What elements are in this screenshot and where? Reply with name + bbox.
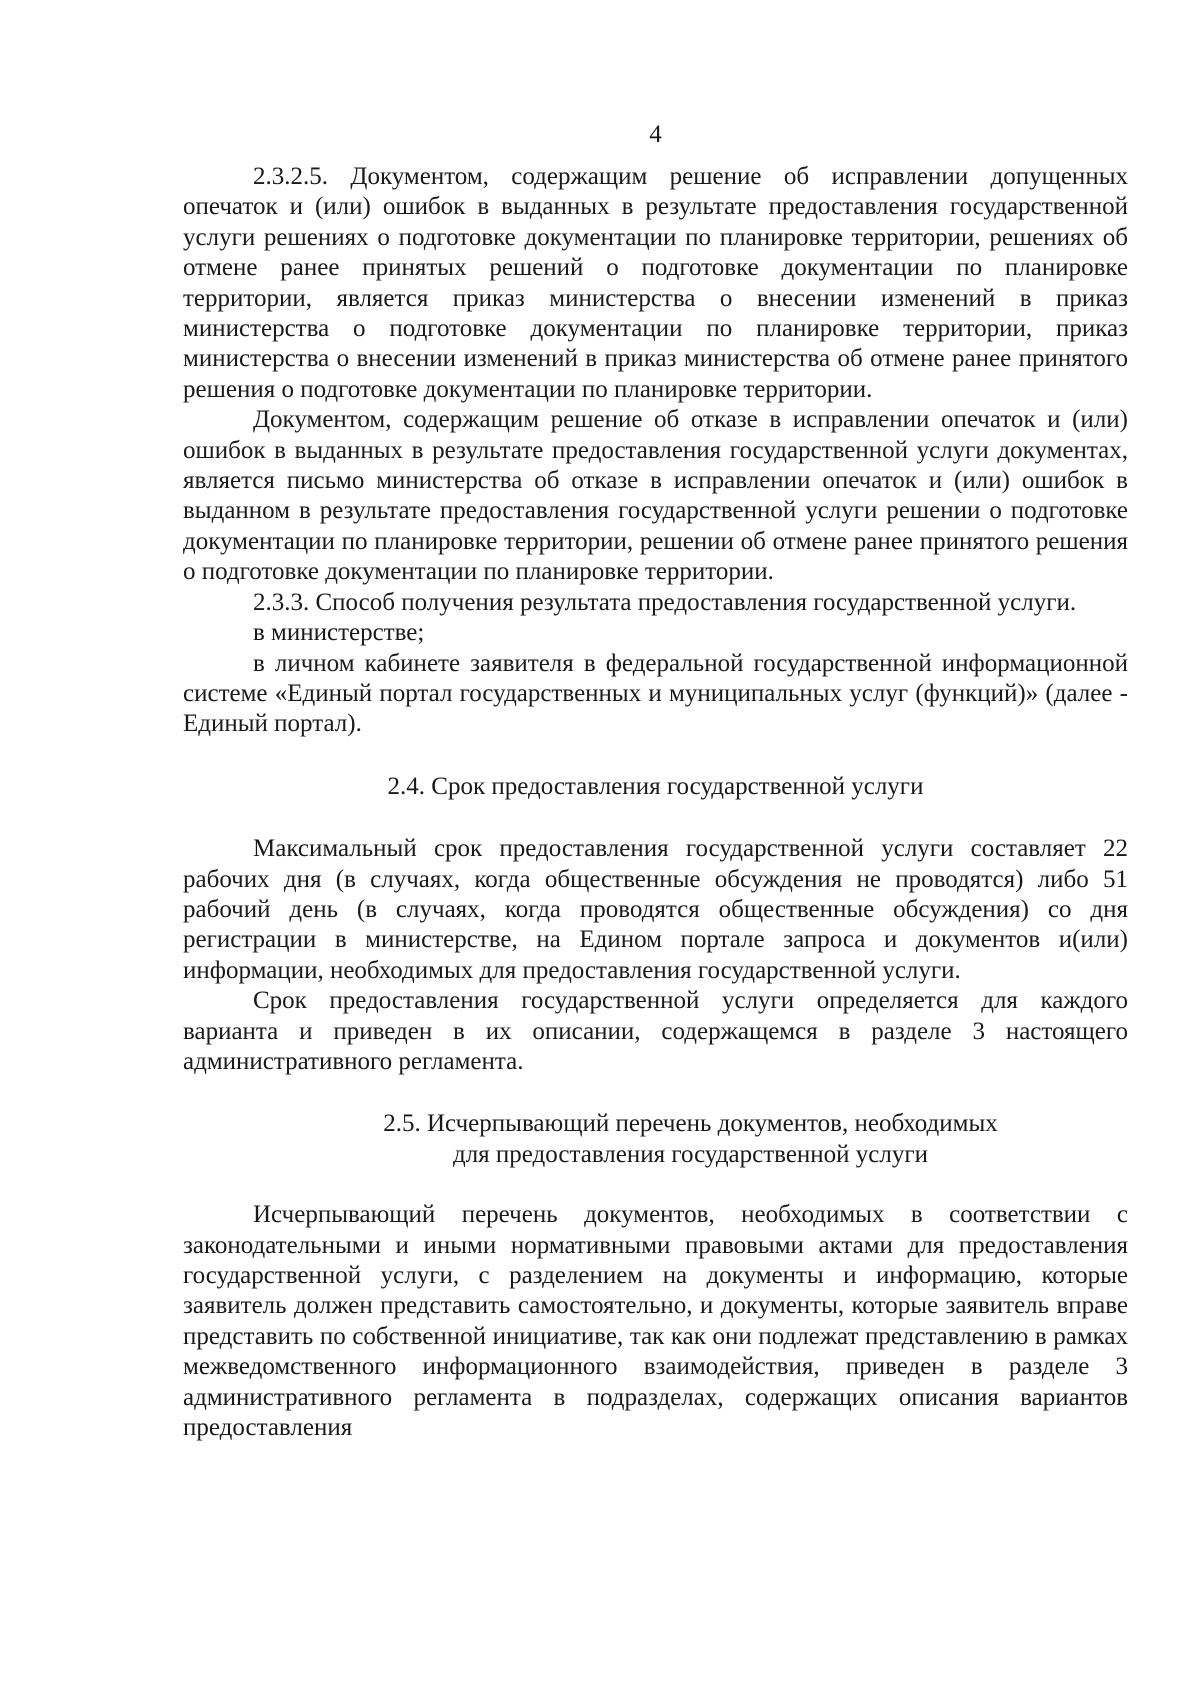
spacer [183,802,1128,834]
document-page [183,120,1128,1443]
spacer [183,740,1128,772]
paragraph-term-per-variant: Срок предоставления государственной услуги определяется для каждого варианта и приведен в их описании, содержащемся в разделе 3 настоящего административного регламента. [183,987,1128,1075]
spacer [183,1170,1128,1200]
section-heading-2-4: 2.4. Срок предоставления государственной услуги [387,772,924,800]
paragraph-personal-account: в личном кабинете заявителя в федеральной государственной информационной системе «Единый портал государственных и муниципальных услуг (функций)» (далее - Единый портал). [183,649,1128,738]
paragraph-max-term: Максимальный срок предоставления государственной услуги составляет 22 рабочих дня (в случаях, когда общественные обсуждения не проводятся) либо 51 рабочий день (в случаях, когда проводятся общественные обсуждения) со дня регистрации в министерстве, на Едином портале запроса и документов и(или) информации, необходимых для предоставления государственной услуги. [183,835,1128,984]
section-heading-2-5-line1: 2.5. Исчерпывающий перечень документов, необходимых [383,1110,998,1138]
paragraph-refusal-document: Документом, содержащим решение об отказе в исправлении опечаток и (или) ошибок в выданных в результате предоставления государственной услуги документах, является письмо министерства об отказе в исправлении опечаток и (или) ошибок в выданном в результате предоставления государственной услуги решении о подготовке документации по планировке территории, решении об отмене ранее принятого решения о подготовке документации по планировке территории. [183,406,1128,586]
paragraph-2-3-2-5: 2.3.2.5. Документом, содержащим решение об исправлении допущенных опечаток и (или) ошибок в выданных в результате предоставления государственной услуги решениях о подготовке документации по планировке территории, решениях об отмене ранее принятых решений о подготовке документации по планировке территории, является приказ министерства о внесении изменений в приказ министерства о подготовке документации по планировке территории, приказ министерства о внесении изменений в приказ министерства об отмене ранее принятого решения о подготовке документации по планировке территории. [183,163,1128,403]
paragraph-2-3-3: 2.3.3. Способ получения результата предоставления государственной услуги. [253,588,1077,616]
page-number: 4 [649,121,662,148]
paragraph-exhaustive-list: Исчерпывающий перечень документов, необходимых в соответствии с законодательными и иными нормативными правовыми актами для предоставления государственной услуги, с разделением на документы и информацию, которые заявитель должен представить самостоятельно, и документы, которые заявитель вправе представить по собственной инициативе, так как они подлежат представлению в рамках межведомственного информационного взаимодействия, приведен в разделе 3 административного регламента в подразделах, содержащих описания вариантов предоставления [183,1201,1128,1442]
section-heading-2-5-line2: для предоставления государственной услуги [452,1140,929,1168]
spacer [183,1077,1128,1109]
paragraph-in-ministry: в министерстве; [253,619,425,647]
